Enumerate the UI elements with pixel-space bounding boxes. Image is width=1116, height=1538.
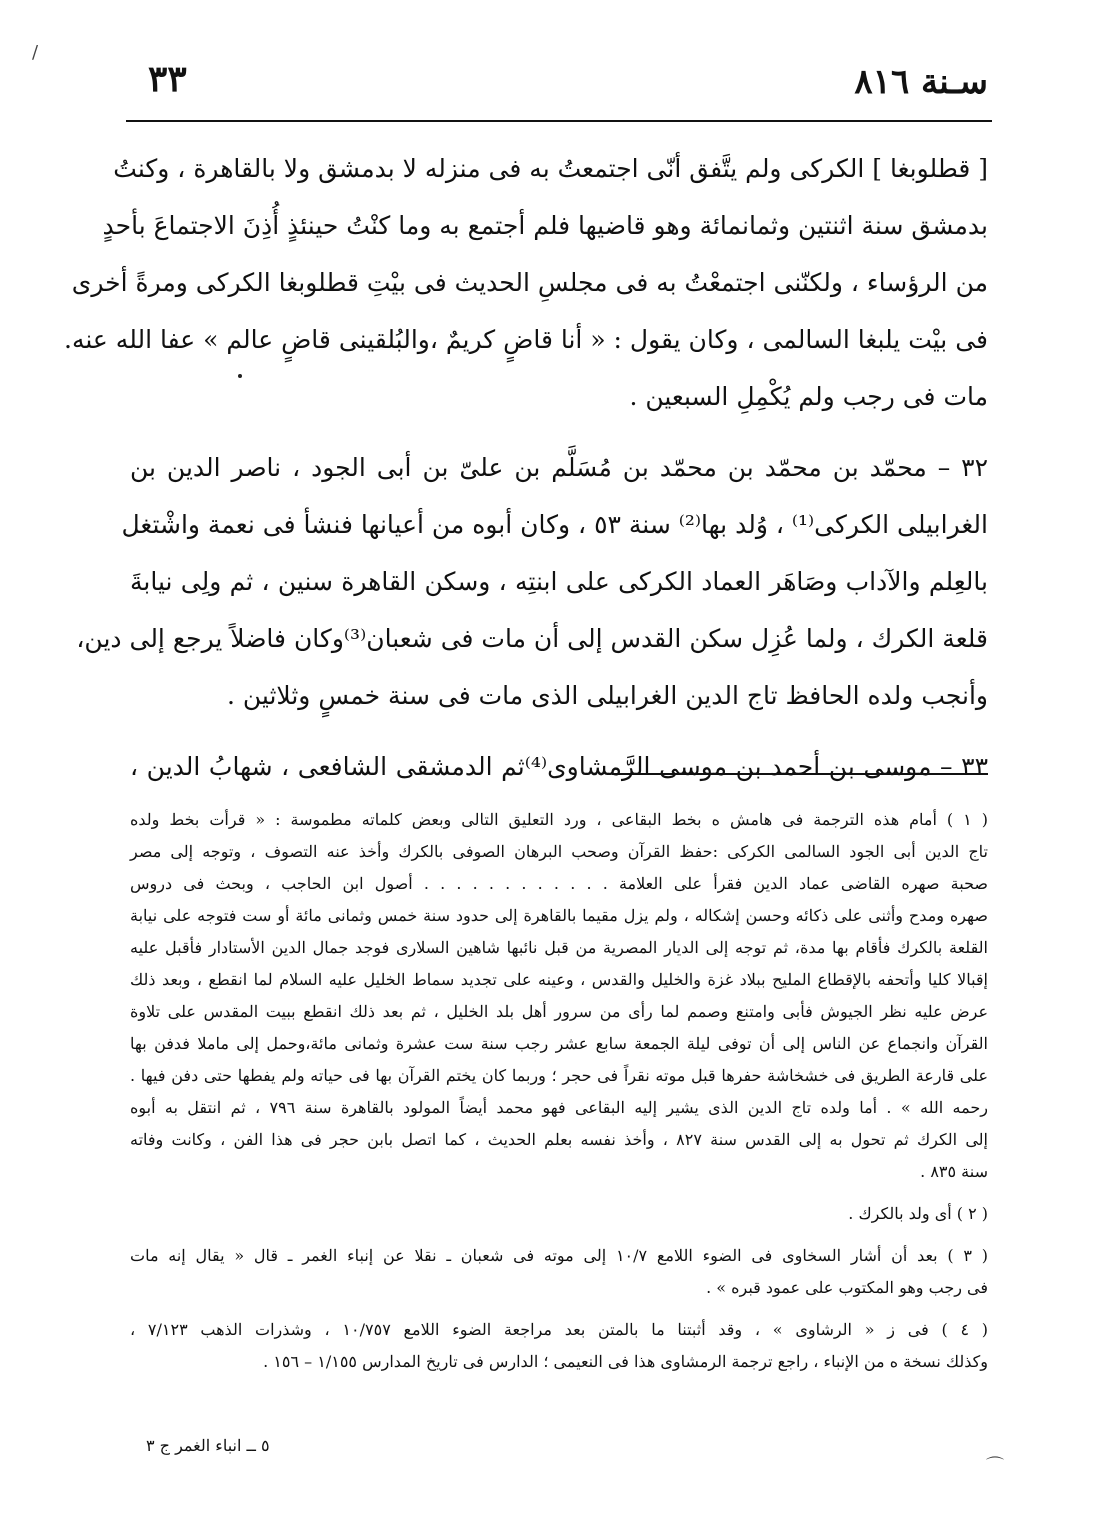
footnote-rule — [612, 773, 988, 775]
main-line: بدمشق سنة اثنتين وثمانمائة وهو قاضيها فلم أجتمع به وما كنْتُ حينئذٍ أُذِنَ الاجتماعَ بأحدٍ — [102, 211, 988, 240]
footnote-line: تاج الدين أبى الجود السالمى الكركى :حفظ القرآن وصحب البرهان الصوفى بالكرك وأخذ عنه التصوف ، وتوجه إلى مصر — [130, 842, 988, 861]
footnote-line: إلى الكرك ثم تحول به إلى القدس سنة ٨٢٧ ، وأخذ نفسه بعلم الحديث ، كما اتصل بابن حجر فى هذا الفن ، وكانت وفاته — [130, 1130, 988, 1149]
footnote-line: سنة ٨٣٥ . — [920, 1162, 988, 1181]
footnote-line: ( ١ ) أمام هذه الترجمة فى هامش ه بخط البقاعى ، ورد التعليق التالى وبعض كلماته مطموسة : « قرأت بخط ولده — [130, 810, 989, 829]
header-rule — [126, 120, 992, 122]
footnote-3 — [130, 1240, 988, 1304]
entry-32-line: بالعِلم والآداب وصَاهَر العماد الكركى على ابنتِه ، وسكن القاهرة سنين ، ثم ولِى نيابةَ — [130, 567, 988, 596]
footnote-line: صهره ومدح وأثنى على ذكائه وحسن إشكاله ، ولم يزل مقيما بالقاهرة إلى حدود سنة خمس وثمانى مائة أو ست فتوجه على نيابة — [130, 906, 988, 925]
footnotes — [130, 804, 988, 1378]
footnote-line: عرض عليه نظر الجيوش فأبى وامتنع وصمم لما رأى من سرور أهل بلد الخليل ، ثم بعد ذلك انقطع ببيت المقدس على تلاوة — [130, 1002, 988, 1021]
entry-33-line: ٣٣ – موسى بن أحمد بن موسى الرَّمشاوى⁽⁴⁾ثم الدمشقى الشافعى ، شهابُ الدين ، — [130, 752, 989, 781]
page-number: ٣٣ — [148, 58, 187, 100]
main-line: [ قطلوبغا ] الكركى ولم يتَّفق أنّى اجتمعتُ به فى منزله لا بدمشق ولا بالقاهرة ، وكنتُ — [113, 154, 988, 183]
footnote-line: ( ٤ ) فى ز « الرشاوى » ، وقد أثبتنا ما بالمتن بعد مراجعة الضوء اللامع ١٠/٧٥٧ ، وشذرات الذهب ٧/١٢٣ ، — [130, 1320, 989, 1339]
main-line: فى بيْت يلبغا السالمى ، وكان يقول : « أنا قاضٍ كريمٌ ،والبُلقينى قاضٍ عالم » عفا الله عنه. — [64, 325, 988, 354]
main-line: مات فى رجب ولم يُكْمِلِ السبعين . — [629, 382, 988, 411]
entry-32-line: وأنجب ولده الحافظ تاج الدين الغرابيلى الذى مات فى سنة خمسٍ وثلاثين . — [227, 681, 988, 710]
ink-speck — [238, 374, 242, 378]
entry-32-line: ٣٢ – محمّد بن محمّد بن محمّد بن مُسَلَّم بن علىّ بن أبى الجود ، ناصر الدين بن — [130, 453, 988, 482]
footnote-line: ( ٣ ) بعد أن أشار السخاوى فى الضوء اللامع ١٠/٧ إلى موته فى شعبان ـ نقلا عن إنباء الغمر ـ قال « يقال إنه مات — [130, 1246, 989, 1265]
footnote-1 — [130, 804, 988, 1188]
entry-32-line: قلعة الكرك ، ولما عُزِل سكن القدس إلى أن مات فى شعبان⁽³⁾وكان فاضلاً يرجع إلى دين، — [76, 624, 988, 653]
footnote-line: فى رجب وهو المكتوب على عمود قبره » . — [706, 1278, 988, 1297]
signature-mark: ٥ ــ انباء الغمر ج ٣ — [146, 1436, 270, 1455]
footnote-2 — [130, 1198, 988, 1230]
scan-mark: ⌒ — [986, 1456, 1004, 1477]
footnote-line: صحبة صهره القاضى عماد الدين فقرأ على العلامة . . . . . . . . . . . . أصول ابن الحاجب ، وبحث فى دروس — [130, 874, 988, 893]
footnote-line: القلعة بالكرك فأقام بها مدة، ثم توجه إلى الديار المصرية من قبل نائبها شاهين السلارى فوجد جمال الدين الأستادار فأقبل عليه — [130, 938, 988, 957]
main-text — [64, 140, 989, 795]
footnote-line: القرآن وانجماع عن الناس إلى أن توفى ليلة الجمعة سابع عشر رجب سنة ست عشرة وثمانى مائة،وحمل إلى ماملا فدفن بها — [130, 1034, 988, 1053]
main-line: من الرؤساء ، ولكنّنى اجتمعْتُ به فى مجلسِ الحديث فى بيْتِ قطلوبغا الكركى ومرةً أخرى — [71, 268, 988, 297]
entry-32-line: الغرابيلى الكركى⁽¹⁾ ، وُلد بها⁽²⁾ سنة ٥٣ ، وكان أبوه من أعيانها فنشأ فى نعمة واشْتغل — [121, 510, 988, 539]
scan-mark: / — [32, 42, 39, 63]
footnote-line: رحمه الله » . أما ولده تاج الدين الذى يشير إليه البقاعى فهو محمد أيضاً المولود بالقاهرة سنة ٧٩٦ ، ثم انتقل به أبوه — [130, 1098, 988, 1117]
running-head-year: سـنة ٨١٦ — [854, 62, 988, 102]
footnote-line: وكذلك نسخة ه من الإنباء ، راجع ترجمة الرمشاوى هذا فى النعيمى ؛ الدارس فى تاريخ المدارس ١/١٥٥ – ١٥٦ . — [263, 1352, 988, 1371]
footnote-4 — [130, 1314, 988, 1378]
footnote-line: على قارعة الطريق فى خشخاشة حفرها قبل موته نقراً فى حجر ؛ وربما كان يختم القرآن بها فى حياته ولم يفطها حتى دفن فيها . — [130, 1066, 988, 1085]
footnote-line: ( ٢ ) أى ولد بالكرك . — [848, 1204, 988, 1223]
footnote-line: إقبالا كليا وأتحفه بالإقطاع المليح ببلاد غزة والخليل والقدس ، وعينه على تجديد سماط الخليل عليه السلام لما انقطع ، وبعد ذلك — [130, 970, 988, 989]
